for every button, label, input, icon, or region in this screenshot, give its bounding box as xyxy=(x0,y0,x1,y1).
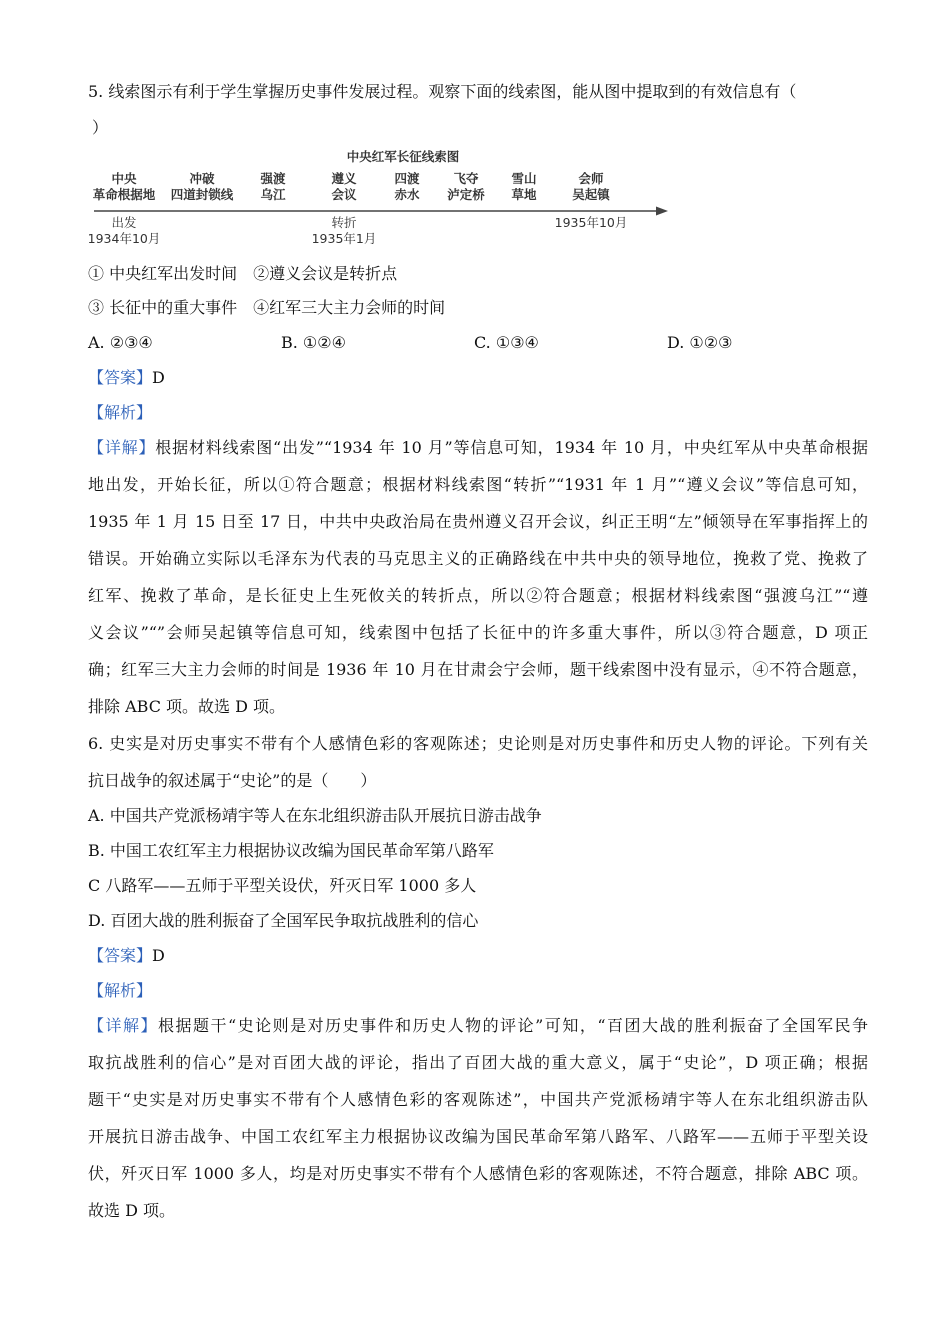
timeline-event-line2: 革命根据地 xyxy=(92,187,156,202)
q6-detail-line xyxy=(88,1016,868,1036)
answer-tag: 【答案】 xyxy=(88,368,153,387)
detail-tag: 【详解】 xyxy=(88,438,156,457)
q5-detail-line: 确；红军三大主力会师的时间是 1936 年 10 月在甘肃会宁会师，题干线索图中没有显示，④不符合题意， xyxy=(88,660,868,679)
q6-option-d: D. 百团大战的胜利振奋了全国军民争取抗战胜利的信心 xyxy=(88,911,479,930)
timeline-event-line1: 中央 xyxy=(111,171,137,186)
q5-option-b: B. ①②④ xyxy=(281,333,346,352)
q5-detail-line: 排除 ABC 项。故选 D 项。 xyxy=(88,697,286,716)
timeline-event-line2: 乌江 xyxy=(260,187,286,202)
analysis-tag: 【解析】 xyxy=(88,981,153,1000)
q5-detail-text: 根据材料线索图“出发”“1934 年 10 月”等信息可知，1934 年 10 月，中央红军从中央革命根据 xyxy=(155,438,868,457)
q5-detail-line: 红军、挽救了革命，是长征史上生死攸关的转折点，所以②符合题意；根据材料线索图“强渡乌江”“遵 xyxy=(88,586,868,605)
q5-info-line-1: ① 中央红军出发时间 ②遵义会议是转折点 xyxy=(88,264,398,283)
timeline-arrowhead xyxy=(656,207,668,216)
q6-stem-line-1: 6. 史实是对历史事实不带有个人感情色彩的客观陈述；史论则是对历史事件和历史人物的评论。下列有关 xyxy=(88,734,868,753)
q5-answer xyxy=(88,368,165,388)
timeline-event-line2: 泸定桥 xyxy=(447,187,485,202)
detail-tag: 【详解】 xyxy=(88,1016,158,1035)
q6-analysis-heading xyxy=(88,981,152,1001)
q6-detail-line: 题干“史实是对历史事实不带有个人感情色彩的客观陈述”，中国共产党派杨靖宇等人在东北组织游击队 xyxy=(88,1090,868,1109)
timeline-event-line1: 会师 xyxy=(578,171,604,186)
timeline-turn-date: 1935年1月 xyxy=(311,231,377,246)
q5-info-line-2: ③ 长征中的重大事件 ④红军三大主力会师的时间 xyxy=(88,298,446,317)
timeline-event-line2: 四道封锁线 xyxy=(170,187,234,202)
answer-value: D xyxy=(152,368,165,387)
q5-stem-line-2: ） xyxy=(92,118,109,137)
timeline-end-date: 1935年10月 xyxy=(554,215,628,230)
timeline-event-line1: 遵义 xyxy=(331,171,357,186)
timeline-event xyxy=(511,171,537,202)
q5-detail-line: 地出发，开始长征，所以①符合题意；根据材料线索图“转折”“1931 年 1 月”“遵义会议”等信息可知， xyxy=(88,475,868,494)
q5-option-c: C. ①③④ xyxy=(474,333,539,352)
timeline-event-line2: 赤水 xyxy=(394,187,420,202)
q5-analysis-heading xyxy=(88,403,152,423)
timeline-event xyxy=(259,171,286,202)
timeline-event-line2: 草地 xyxy=(511,187,537,202)
timeline-start-date: 1934年10月 xyxy=(88,231,161,246)
q5-stem-line-1: 5. 线索图示有利于学生掌握历史事件发展过程。观察下面的线索图，能从图中提取到的有效信息有（ xyxy=(88,82,797,101)
q6-answer xyxy=(88,946,165,966)
q6-detail-line: 开展抗日游击战争、中国工农红军主力根据协议改编为国民革命军第八路军、八路军——五师于平型关设 xyxy=(88,1127,868,1146)
q6-stem-line-2: 抗日战争的叙述属于“史论”的是（ ） xyxy=(88,771,377,790)
q6-detail-line: 故选 D 项。 xyxy=(88,1201,176,1220)
q5-options xyxy=(88,333,860,353)
q6-option-b: B. 中国工农红军主力根据协议改编为国民革命军第八路军 xyxy=(88,841,494,860)
timeline-start-label: 出发 xyxy=(111,215,137,230)
timeline-event-line1: 雪山 xyxy=(511,171,537,186)
answer-value: D xyxy=(152,946,165,965)
q5-detail-line: 1935 年 1 月 15 日至 17 日，中共中央政治局在贵州遵义召开会议，纠正王明“左”倾领导在军事指挥上的 xyxy=(88,512,868,531)
timeline-event xyxy=(171,171,234,202)
q6-option-c: C 八路军——五师于平型关设伏，歼灭日军 1000 多人 xyxy=(88,876,477,895)
timeline-event-line1: 冲破 xyxy=(189,171,215,186)
timeline-turn-label: 转折 xyxy=(331,215,357,230)
timeline-title: 中央红军长征线索图 xyxy=(346,149,460,164)
q5-detail-line: 错误。开始确立实际以毛泽东为代表的马克思主义的正确路线在中共中央的领导地位，挽救了党、挽救了 xyxy=(88,549,868,568)
q5-option-a: A. ②③④ xyxy=(88,333,153,352)
q5-detail-line xyxy=(88,438,868,458)
q6-detail-line: 取抗战胜利的信心”是对百团大战的评论，指出了百团大战的重大意义，属于“史论”，D 项正确；根据 xyxy=(88,1053,868,1072)
timeline-event-line2: 会议 xyxy=(331,187,357,202)
timeline-event xyxy=(394,171,420,202)
long-march-timeline-figure xyxy=(88,143,670,251)
q5-detail-line: 义会议”“”会师吴起镇等信息可知，线索图中包括了长征中的许多重大事件，所以③符合题意，D 项正 xyxy=(88,623,868,642)
answer-tag: 【答案】 xyxy=(88,946,153,965)
timeline-event-line1: 四渡 xyxy=(394,171,420,186)
q6-detail-text: 根据题干“史论则是对历史事件和历史人物的评论”可知，“百团大战的胜利振奋了全国军民争 xyxy=(158,1016,868,1035)
timeline-event-line1: 飞夺 xyxy=(453,171,479,186)
timeline-event xyxy=(572,171,611,202)
timeline-event xyxy=(447,171,485,202)
analysis-tag: 【解析】 xyxy=(88,403,153,422)
timeline-event-line1: 强渡 xyxy=(260,171,286,186)
q6-detail-line: 伏，歼灭日军 1000 多人，均是对历史事实不带有个人感情色彩的客观陈述，不符合题意，排除 ABC 项。 xyxy=(88,1164,868,1183)
q6-option-a: A. 中国共产党派杨靖宇等人在东北组织游击队开展抗日游击战争 xyxy=(88,806,542,825)
q5-option-d: D. ①②③ xyxy=(667,333,733,352)
timeline-event xyxy=(93,171,156,202)
timeline-event xyxy=(331,171,357,202)
timeline-event-line2: 吴起镇 xyxy=(572,187,610,202)
